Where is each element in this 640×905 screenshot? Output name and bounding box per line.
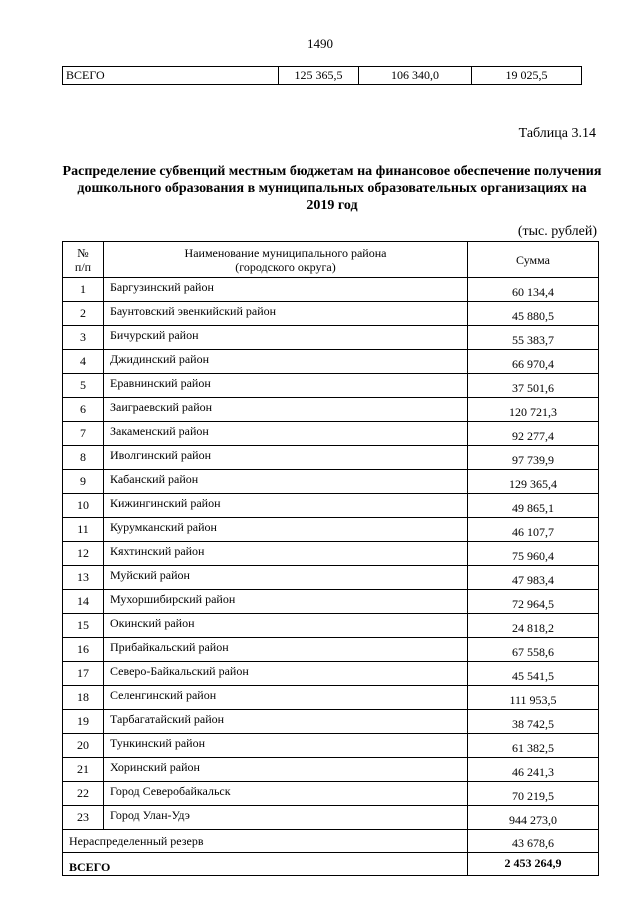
row-number: 20 xyxy=(63,734,104,758)
total-label: ВСЕГО xyxy=(63,67,279,85)
row-number: 9 xyxy=(63,470,104,494)
row-name: Иволгинский район xyxy=(104,446,468,470)
row-sum: 24 818,2 xyxy=(468,614,599,638)
row-sum: 111 953,5 xyxy=(468,686,599,710)
table-row xyxy=(63,326,599,350)
table-row xyxy=(63,350,599,374)
row-number: 19 xyxy=(63,710,104,734)
row-number: 21 xyxy=(63,758,104,782)
row-sum: 97 739,9 xyxy=(468,446,599,470)
row-sum: 46 107,7 xyxy=(468,518,599,542)
header-name xyxy=(104,242,468,278)
total-row xyxy=(63,67,582,85)
row-number: 12 xyxy=(63,542,104,566)
row-name: Город Северобайкальск xyxy=(104,782,468,806)
table-row xyxy=(63,686,599,710)
row-name: Джидинский район xyxy=(104,350,468,374)
row-name: Окинский район xyxy=(104,614,468,638)
table-row xyxy=(63,806,599,830)
row-sum: 75 960,4 xyxy=(468,542,599,566)
header-name-line1: Наименование муниципального района xyxy=(184,245,387,260)
row-name: Муйский район xyxy=(104,566,468,590)
row-sum: 49 865,1 xyxy=(468,494,599,518)
units-label: (тыс. рублей) xyxy=(517,224,597,239)
row-name: Хоринский район xyxy=(104,758,468,782)
total-value-1: 125 365,5 xyxy=(279,67,359,85)
total-value-3: 19 025,5 xyxy=(472,67,582,85)
row-name: Кижингинский район xyxy=(104,494,468,518)
row-name: Баунтовский эвенкийский район xyxy=(104,302,468,326)
row-name: Еравнинский район xyxy=(104,374,468,398)
table-row xyxy=(63,734,599,758)
table-row xyxy=(63,542,599,566)
row-name: Кабанский район xyxy=(104,470,468,494)
grand-total-row xyxy=(63,853,599,876)
row-number: 3 xyxy=(63,326,104,350)
reserve-row xyxy=(63,830,599,853)
row-name: Тарбагатайский район xyxy=(104,710,468,734)
table-row xyxy=(63,614,599,638)
row-name: Кяхтинский район xyxy=(104,542,468,566)
header-number-line1: № xyxy=(77,245,89,260)
document-title: Распределение субвенций местным бюджетам на финансовое обеспечение получения дошкольного образования в муниципальных образовательных организациях на 2019 год xyxy=(62,164,602,213)
row-sum: 55 383,7 xyxy=(468,326,599,350)
row-sum: 47 983,4 xyxy=(468,566,599,590)
table-row xyxy=(63,710,599,734)
table-row xyxy=(63,398,599,422)
row-number: 11 xyxy=(63,518,104,542)
table-row xyxy=(63,782,599,806)
row-number: 6 xyxy=(63,398,104,422)
table-row xyxy=(63,494,599,518)
row-sum: 60 134,4 xyxy=(468,278,599,302)
row-name: Селенгинский район xyxy=(104,686,468,710)
row-sum: 66 970,4 xyxy=(468,350,599,374)
row-sum: 944 273,0 xyxy=(468,806,599,830)
row-sum: 45 880,5 xyxy=(468,302,599,326)
row-number: 23 xyxy=(63,806,104,830)
table-row xyxy=(63,302,599,326)
header-number xyxy=(63,242,104,278)
row-number: 8 xyxy=(63,446,104,470)
table-header-row xyxy=(63,242,599,278)
row-sum: 72 964,5 xyxy=(468,590,599,614)
row-number: 7 xyxy=(63,422,104,446)
row-name: Северо-Байкальский район xyxy=(104,662,468,686)
row-number: 17 xyxy=(63,662,104,686)
page-number: 1490 xyxy=(307,36,333,51)
row-sum: 45 541,5 xyxy=(468,662,599,686)
row-number: 4 xyxy=(63,350,104,374)
row-name: Тункинский район xyxy=(104,734,468,758)
table-row xyxy=(63,374,599,398)
table-row xyxy=(63,518,599,542)
row-sum: 37 501,6 xyxy=(468,374,599,398)
row-name: Прибайкальский район xyxy=(104,638,468,662)
row-number: 10 xyxy=(63,494,104,518)
row-number: 5 xyxy=(63,374,104,398)
table-row xyxy=(63,422,599,446)
row-sum: 67 558,6 xyxy=(468,638,599,662)
table-row xyxy=(63,638,599,662)
row-number: 22 xyxy=(63,782,104,806)
row-name: Баргузинский район xyxy=(104,278,468,302)
row-sum: 129 365,4 xyxy=(468,470,599,494)
reserve-sum: 43 678,6 xyxy=(468,830,599,853)
header-name-line2: (городского округа) xyxy=(235,259,336,274)
row-sum: 46 241,3 xyxy=(468,758,599,782)
row-number: 14 xyxy=(63,590,104,614)
row-sum: 38 742,5 xyxy=(468,710,599,734)
subvention-table xyxy=(62,241,599,876)
table-row xyxy=(63,278,599,302)
row-name: Мухоршибирский район xyxy=(104,590,468,614)
row-sum: 70 219,5 xyxy=(468,782,599,806)
grand-total-sum: 2 453 264,9 xyxy=(468,853,599,876)
row-sum: 61 382,5 xyxy=(468,734,599,758)
row-name: Город Улан-Удэ xyxy=(104,806,468,830)
row-name: Закаменский район xyxy=(104,422,468,446)
row-number: 2 xyxy=(63,302,104,326)
header-number-line2: п/п xyxy=(74,259,92,274)
table-row xyxy=(63,662,599,686)
table-row xyxy=(63,590,599,614)
row-number: 16 xyxy=(63,638,104,662)
row-sum: 120 721,3 xyxy=(468,398,599,422)
reserve-label: Нераспределенный резерв xyxy=(63,830,468,853)
row-name: Заиграевский район xyxy=(104,398,468,422)
table-row xyxy=(63,758,599,782)
table-row xyxy=(63,566,599,590)
row-number: 15 xyxy=(63,614,104,638)
row-number: 13 xyxy=(63,566,104,590)
header-sum: Сумма xyxy=(468,242,599,278)
row-name: Бичурский район xyxy=(104,326,468,350)
row-name: Курумканский район xyxy=(104,518,468,542)
table-row xyxy=(63,446,599,470)
table-row xyxy=(63,470,599,494)
row-sum: 92 277,4 xyxy=(468,422,599,446)
grand-total-label: ВСЕГО xyxy=(63,853,468,876)
total-value-2: 106 340,0 xyxy=(359,67,472,85)
previous-table-total xyxy=(62,66,582,85)
row-number: 18 xyxy=(63,686,104,710)
table-caption: Таблица 3.14 xyxy=(518,126,596,141)
row-number: 1 xyxy=(63,278,104,302)
